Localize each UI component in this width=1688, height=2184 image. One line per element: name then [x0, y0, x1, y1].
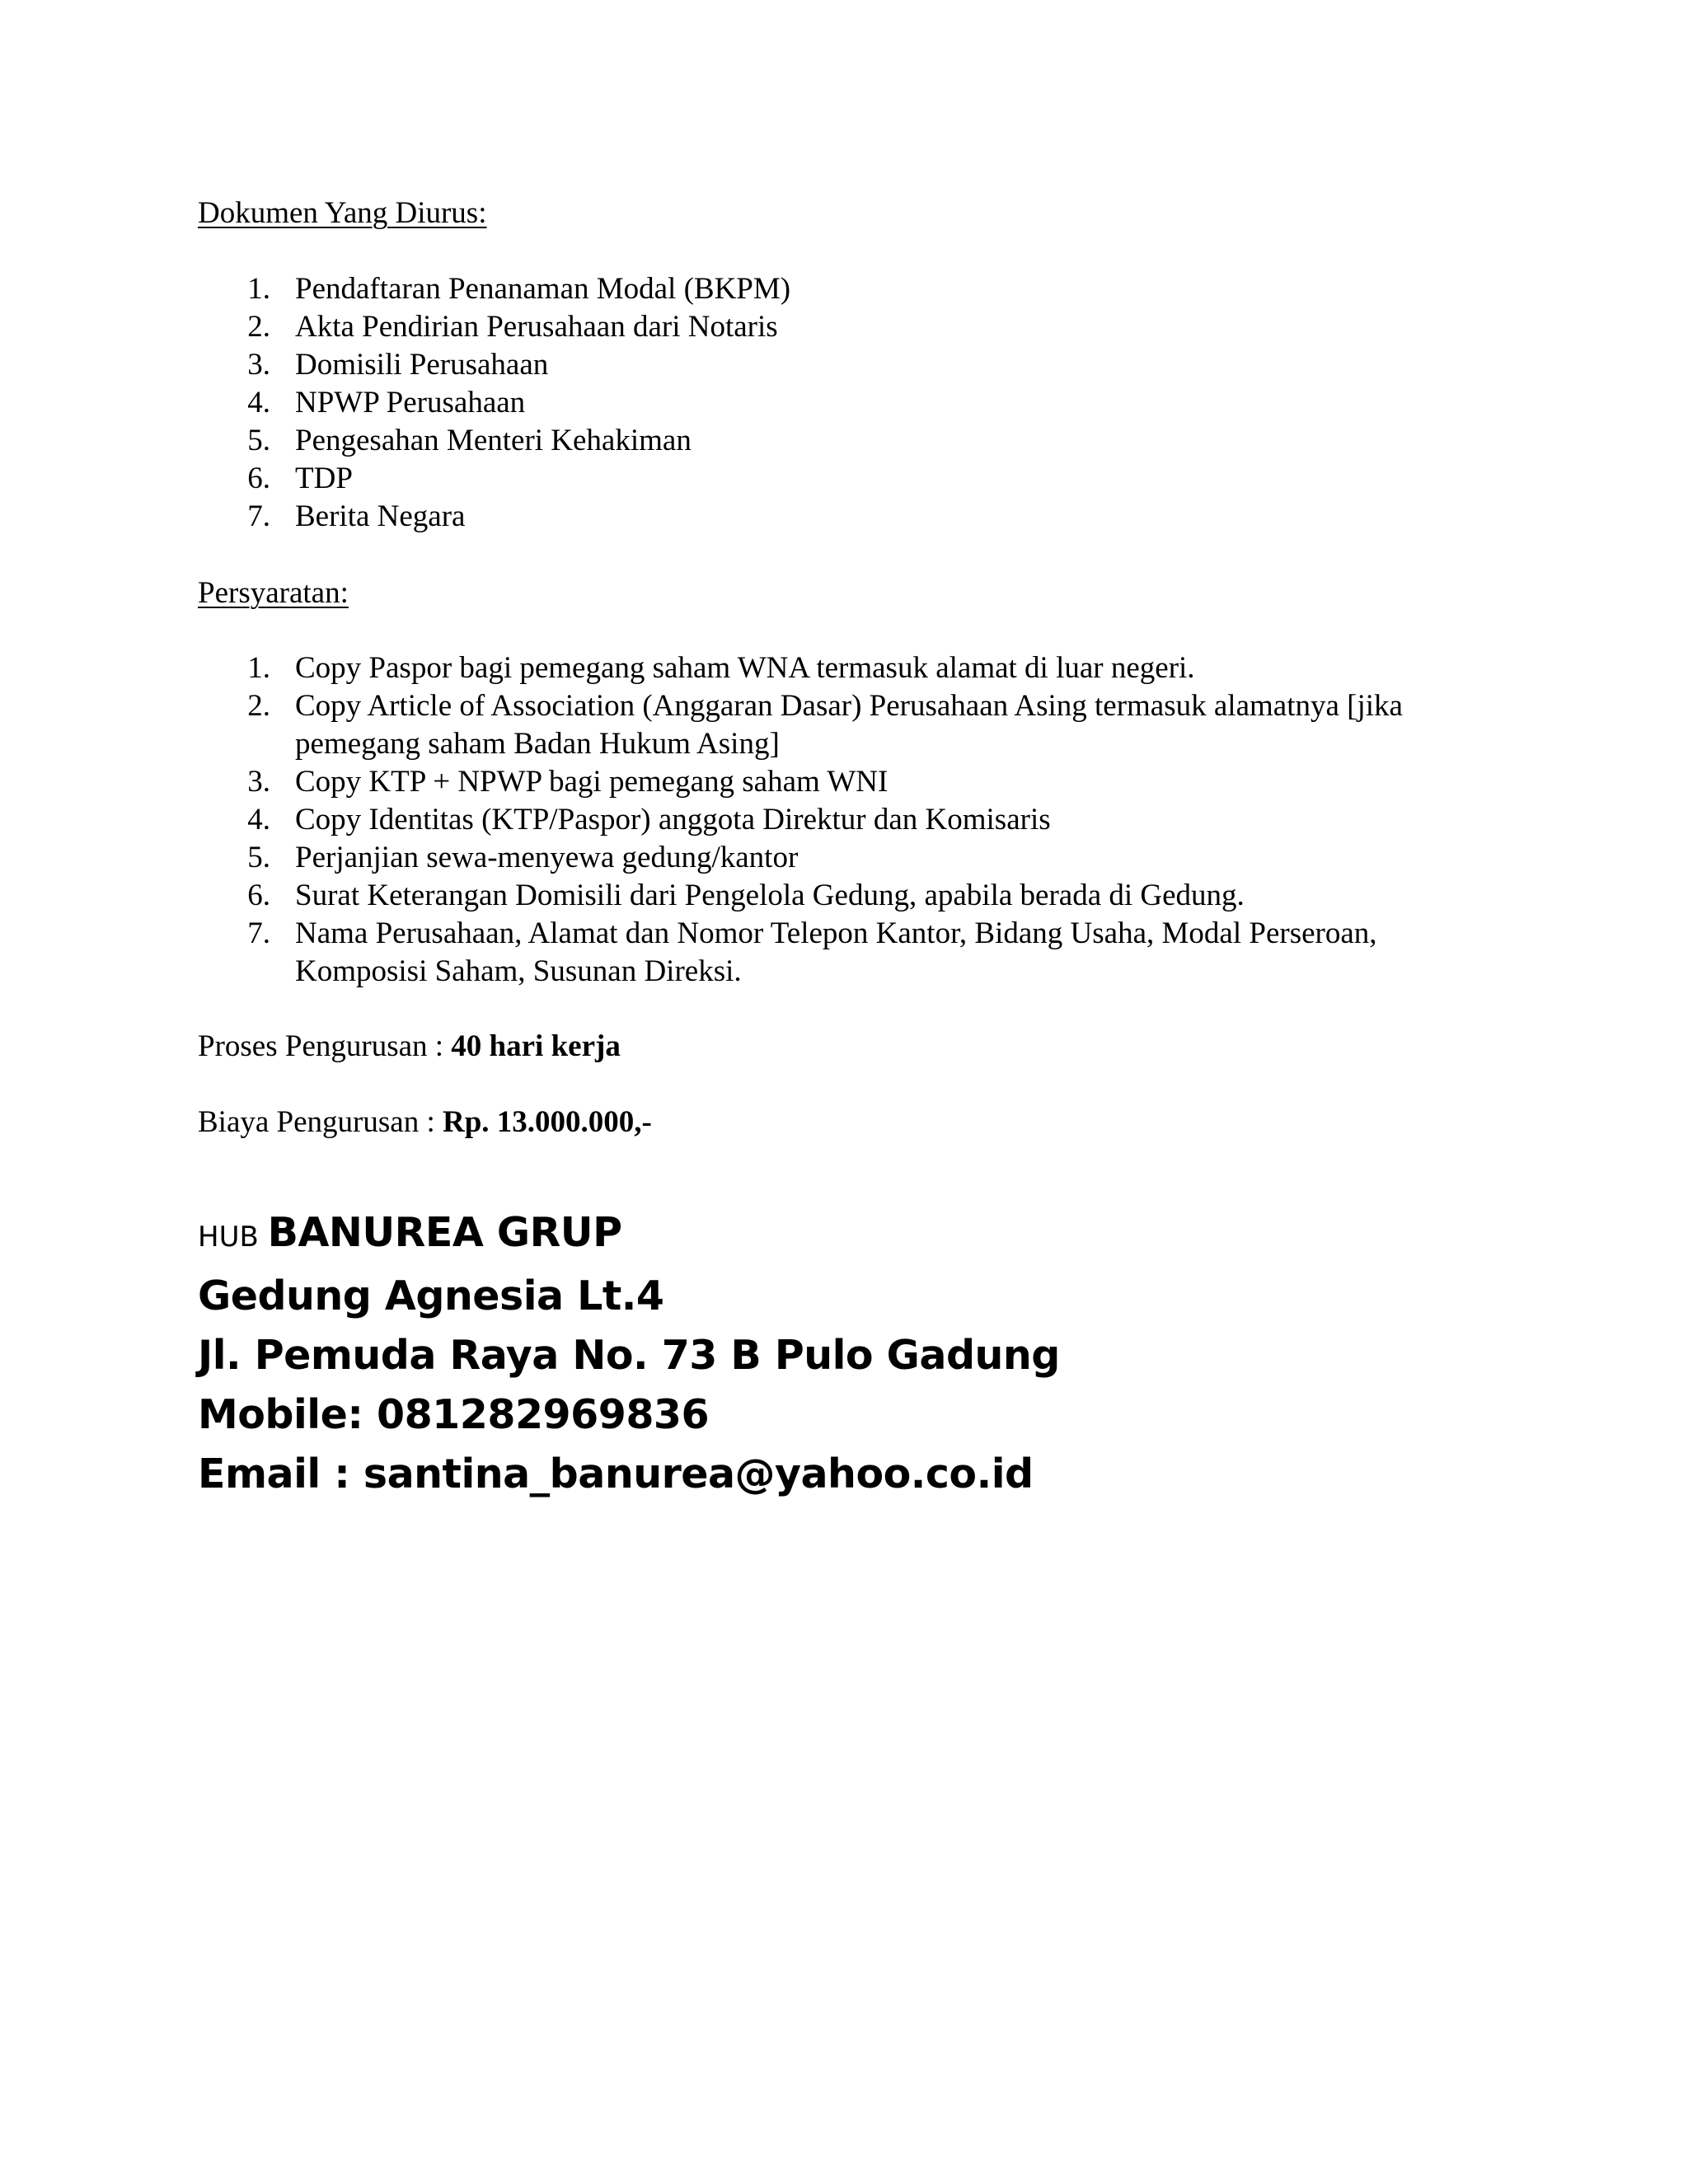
- contact-address: Jl. Pemuda Raya No. 73 B Pulo Gadung: [198, 1332, 1060, 1379]
- list-item: [0, 839, 1498, 877]
- list-item-text: Perjanjian sewa-menyewa gedung/kantor: [295, 841, 799, 874]
- company-name: BANUREA GRUP: [267, 1209, 622, 1256]
- list-item-text: Copy Identitas (KTP/Paspor) anggota Direktur dan Komisaris: [295, 803, 1051, 837]
- hub-label: HUB: [198, 1221, 268, 1254]
- list-item: [0, 687, 1498, 763]
- list-item-number: 6.: [247, 462, 270, 495]
- process-label: Proses Pengurusan :: [198, 1029, 452, 1063]
- list-item-text: Nama Perusahaan, Alamat dan Nomor Telepon Kantor, Bidang Usaha, Modal Perseroan, Komposisi Saham, Susunan Direksi.: [295, 916, 1377, 988]
- list-item-number: 6.: [247, 879, 270, 912]
- list-item-number: 3.: [247, 348, 270, 382]
- list-item-text: Copy Article of Association (Anggaran Dasar) Perusahaan Asing termasuk alamatnya [jika pemegang saham Badan Hukum Asing]: [295, 689, 1403, 761]
- list-item-number: 3.: [247, 765, 270, 799]
- process-line: [198, 1028, 621, 1066]
- list-item: [0, 308, 1498, 346]
- list-item: [0, 763, 1498, 801]
- requirements-list: [0, 649, 1498, 991]
- list-item-text: Pengesahan Menteri Kehakiman: [295, 424, 692, 457]
- list-item: [0, 498, 1498, 536]
- list-item: [0, 649, 1498, 687]
- cost-value: Rp. 13.000.000,-: [442, 1105, 652, 1139]
- list-item-number: 4.: [247, 803, 270, 837]
- contact-building: Gedung Agnesia Lt.4: [198, 1272, 664, 1319]
- list-item-number: 1.: [247, 651, 270, 685]
- list-item-number: 7.: [247, 916, 270, 950]
- cost-label: Biaya Pengurusan :: [198, 1105, 443, 1139]
- list-item-number: 7.: [247, 499, 270, 533]
- documents-list: [0, 270, 1498, 536]
- list-item: [0, 460, 1498, 498]
- list-item-text: NPWP Perusahaan: [295, 386, 526, 419]
- list-item-text: Copy KTP + NPWP bagi pemegang saham WNI: [295, 765, 889, 799]
- contact-company-line: [198, 1203, 1060, 1267]
- list-item-text: TDP: [295, 462, 353, 495]
- list-item-number: 2.: [247, 689, 270, 723]
- contact-block: [198, 1203, 1060, 1504]
- list-item: [0, 384, 1498, 422]
- list-item: [0, 422, 1498, 460]
- list-item-number: 1.: [247, 272, 270, 306]
- documents-heading: Dokumen Yang Diurus:: [198, 196, 487, 230]
- list-item: [0, 915, 1498, 991]
- list-item: [0, 877, 1498, 915]
- list-item-number: 2.: [247, 310, 270, 344]
- list-item-text: Akta Pendirian Perusahaan dari Notaris: [295, 310, 778, 344]
- list-item-text: Surat Keterangan Domisili dari Pengelola Gedung, apabila berada di Gedung.: [295, 879, 1245, 912]
- list-item: [0, 270, 1498, 308]
- list-item-number: 4.: [247, 386, 270, 419]
- cost-line: [198, 1104, 652, 1141]
- list-item: [0, 346, 1498, 384]
- list-item-number: 5.: [247, 841, 270, 874]
- list-item-number: 5.: [247, 424, 270, 457]
- list-item-text: Berita Negara: [295, 499, 466, 533]
- list-item-text: Pendaftaran Penanaman Modal (BKPM): [295, 272, 791, 306]
- contact-email: Email : santina_banurea@yahoo.co.id: [198, 1451, 1034, 1497]
- list-item-text: Copy Paspor bagi pemegang saham WNA termasuk alamat di luar negeri.: [295, 651, 1195, 685]
- list-item: [0, 801, 1498, 839]
- contact-mobile: Mobile: 081282969836: [198, 1391, 710, 1438]
- process-value: 40 hari kerja: [451, 1029, 621, 1063]
- list-item-text: Domisili Perusahaan: [295, 348, 549, 382]
- requirements-heading: Persyaratan:: [198, 576, 349, 610]
